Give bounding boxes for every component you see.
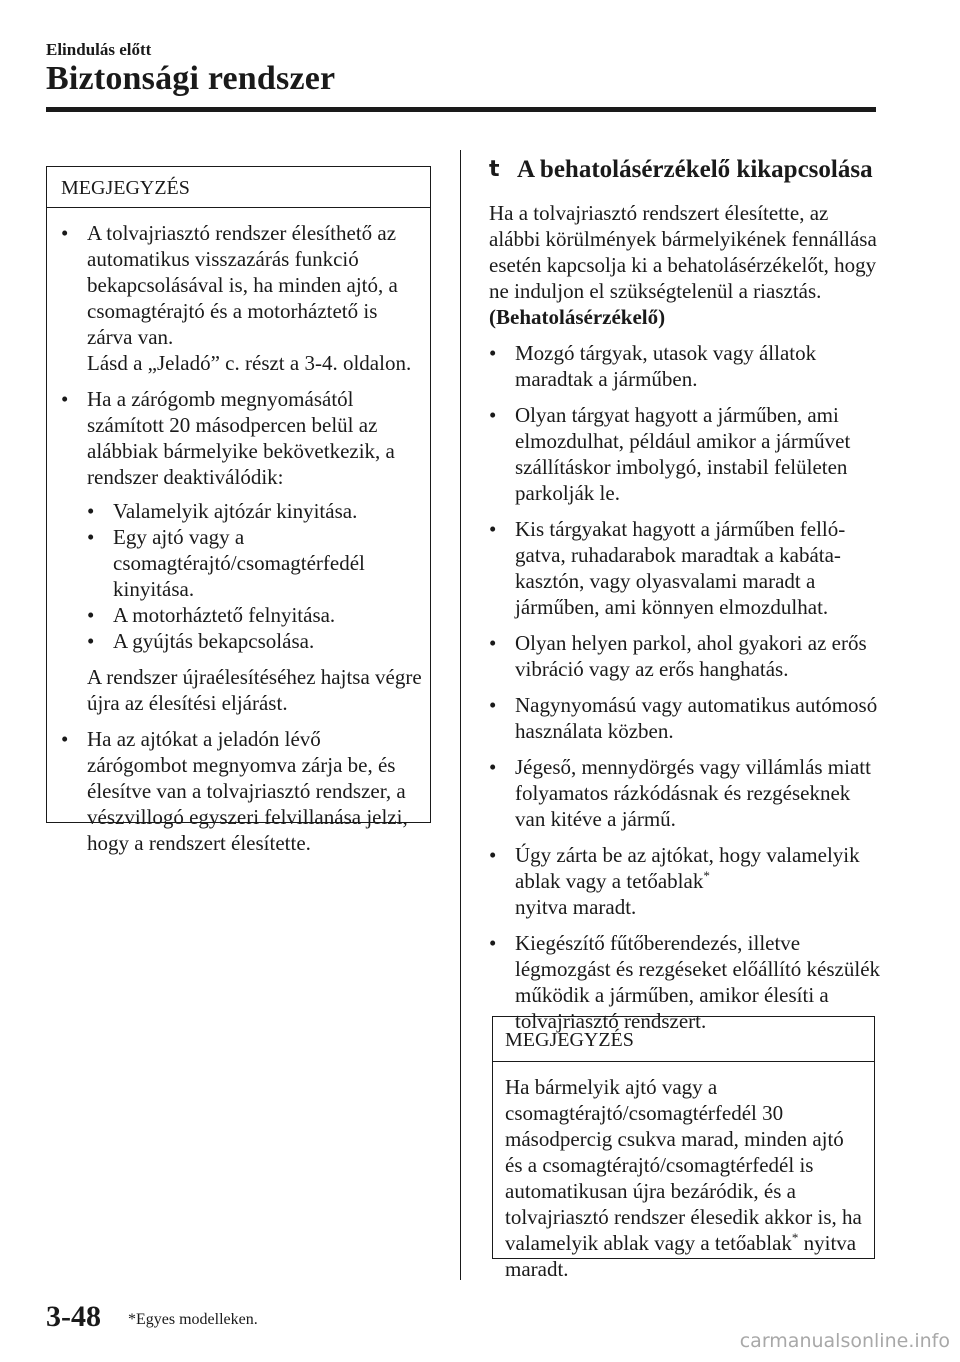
list-item-text: Ha a zárógomb megnyomásától számított 20 másodpercen belül az alábbiak bármelyike bekövetkezik, a rendszer deaktiválódik: — [87, 387, 395, 489]
list-item-text: A tolvajriasztó rendszer élesíthető az automatikus visszazárás funkció bekapcsolásával is, ha minden ajtó, a csomagtérajtó és a motorháztető is zárva van. — [87, 221, 398, 349]
section-heading-text: A behatolásérzékelő kikapcsolása — [517, 156, 873, 183]
list-item — [489, 630, 881, 682]
bullet-icon: • — [61, 387, 69, 411]
section-marker-icon: t — [489, 157, 500, 182]
list-item — [489, 842, 881, 920]
list-item — [489, 754, 881, 832]
dot-icon: • — [87, 525, 95, 549]
note-box-left — [46, 166, 431, 855]
dot-icon: • — [87, 499, 95, 523]
intro-paragraph: Ha a tolvajriasztó rendszert élesítette, az alábbi körülmények bármelyikének fennállása esetén kapcsolja ki a behatolásérzékelőt, hogy ne induljon el szükségtelenül a riasztás. — [489, 201, 877, 303]
bullet-icon: • — [489, 755, 497, 779]
sub-list-item-text: Valamelyik ajtózár kinyitása. — [113, 499, 358, 523]
bullet-icon: • — [489, 631, 497, 655]
list-item-text-tail: nyitva maradt. — [515, 895, 637, 919]
list-item — [489, 402, 881, 506]
list-item-text: Ha az ajtókat a jeladón lévő zárógombot megnyomva zárja be, és élesítve van a tolvajriasztó rendszer, a vészvillogó egyszeri felvillanása jelzi, hogy a rendszert élesítette. — [87, 727, 408, 855]
sub-list-item — [87, 524, 422, 602]
list-item — [61, 386, 422, 716]
section-label: Elindulás előtt — [46, 40, 152, 59]
bullet-icon: • — [61, 221, 69, 245]
watermark: carmanualsonline.info — [739, 1330, 950, 1352]
bullet-icon: • — [489, 693, 497, 717]
list-item — [61, 220, 422, 376]
section-heading — [489, 150, 881, 190]
note-body — [47, 208, 430, 856]
list-item — [489, 340, 881, 392]
note-text-tail: nyitva maradt. — [505, 1231, 857, 1281]
page-title: Biztonsági rendszer — [46, 60, 336, 97]
note-heading: MEGJEGYZÉS — [493, 1017, 874, 1062]
bullet-icon: • — [489, 931, 497, 955]
column-divider — [460, 150, 461, 1280]
list-item-text: Olyan tárgyat hagyott a járműben, ami elmozdulhat, például amikor a járművet szállításkor imbolygó, instabil felületen parkolják le. — [515, 403, 851, 505]
list-item — [61, 726, 422, 856]
bullet-icon: • — [489, 843, 497, 867]
footnote: *Egyes modelleken. — [128, 1311, 258, 1328]
list-item-text: Nagynyomású vagy automatikus autómosó használata közben. — [515, 693, 878, 743]
sub-list-item — [87, 628, 422, 654]
title-rule — [46, 107, 876, 112]
list-item-followup: A rendszer újraélesítéséhez hajtsa végre újra az élesítési eljárást. — [87, 665, 422, 715]
list-item-text: Kiegészítő fűtőberendezés, illetve légmozgást és rezgéseket előállító készülék működik a járműben, amikor élesíti a tolvajriasztó rendszert. — [515, 931, 881, 1033]
note-body — [493, 1062, 874, 1282]
sub-list-item-text: Egy ajtó vagy a csomagtérajtó/csomagtérfedél kinyitása. — [113, 525, 365, 601]
list-item — [489, 692, 881, 744]
note-text: Ha bármelyik ajtó vagy a csomagtérajtó/csomagtérfedél 30 másodpercig csukva marad, minden ajtó és a csomagtérajtó/csomagtérfedél is automatikusan újra bezáródik, és a tolvajriasztó rendszer élesedik akkor is, ha valamelyik ablak vagy a tetőablak — [505, 1075, 862, 1255]
sub-list-item — [87, 498, 422, 524]
bullet-icon: • — [489, 517, 497, 541]
note-box-right — [492, 1016, 875, 1281]
bullet-icon: • — [489, 341, 497, 365]
bullet-icon: • — [61, 727, 69, 751]
sub-list — [87, 498, 422, 654]
list-item-text: Olyan helyen parkol, ahol gyakori az erős vibráció vagy az erős hanghatás. — [515, 631, 867, 681]
note-heading: MEGJEGYZÉS — [47, 167, 430, 208]
intrusion-sensor-label: (Behatolásérzékelő) — [489, 305, 666, 329]
dot-icon: • — [87, 629, 95, 653]
page-number: 3-48 — [46, 1300, 101, 1333]
dot-icon: • — [87, 603, 95, 627]
list-item-followup: Lásd a „Jeladó” c. részt a 3-4. oldalon. — [87, 351, 412, 375]
list-item-text: Úgy zárta be az ajtókat, hogy valamelyik ablak vagy a tetőablak — [515, 843, 860, 893]
list-item-text: Kis tárgyakat hagyott a járműben felló-gatva, ruhadarabok maradtak a kabáta-kasztón, vagy olyasvalami maradt a járműben, ami könnyen elmozdulhat. — [515, 517, 846, 619]
list-item-text: Jégeső, mennydörgés vagy villámlás miatt folyamatos rázkódásnak és rezgéseknek van kitéve a jármű. — [515, 755, 871, 831]
sub-list-item-text: A motorháztető felnyitása. — [113, 603, 336, 627]
sub-list-item — [87, 602, 422, 628]
right-column — [489, 150, 881, 1044]
list-item — [489, 516, 881, 620]
sub-list-item-text: A gyújtás bekapcsolása. — [113, 629, 315, 653]
asterisk-mark: * — [703, 868, 710, 883]
asterisk-mark: * — [791, 1230, 799, 1245]
list-item-text: Mozgó tárgyak, utasok vagy állatok maradtak a járműben. — [515, 341, 817, 391]
bullet-icon: • — [489, 403, 497, 427]
